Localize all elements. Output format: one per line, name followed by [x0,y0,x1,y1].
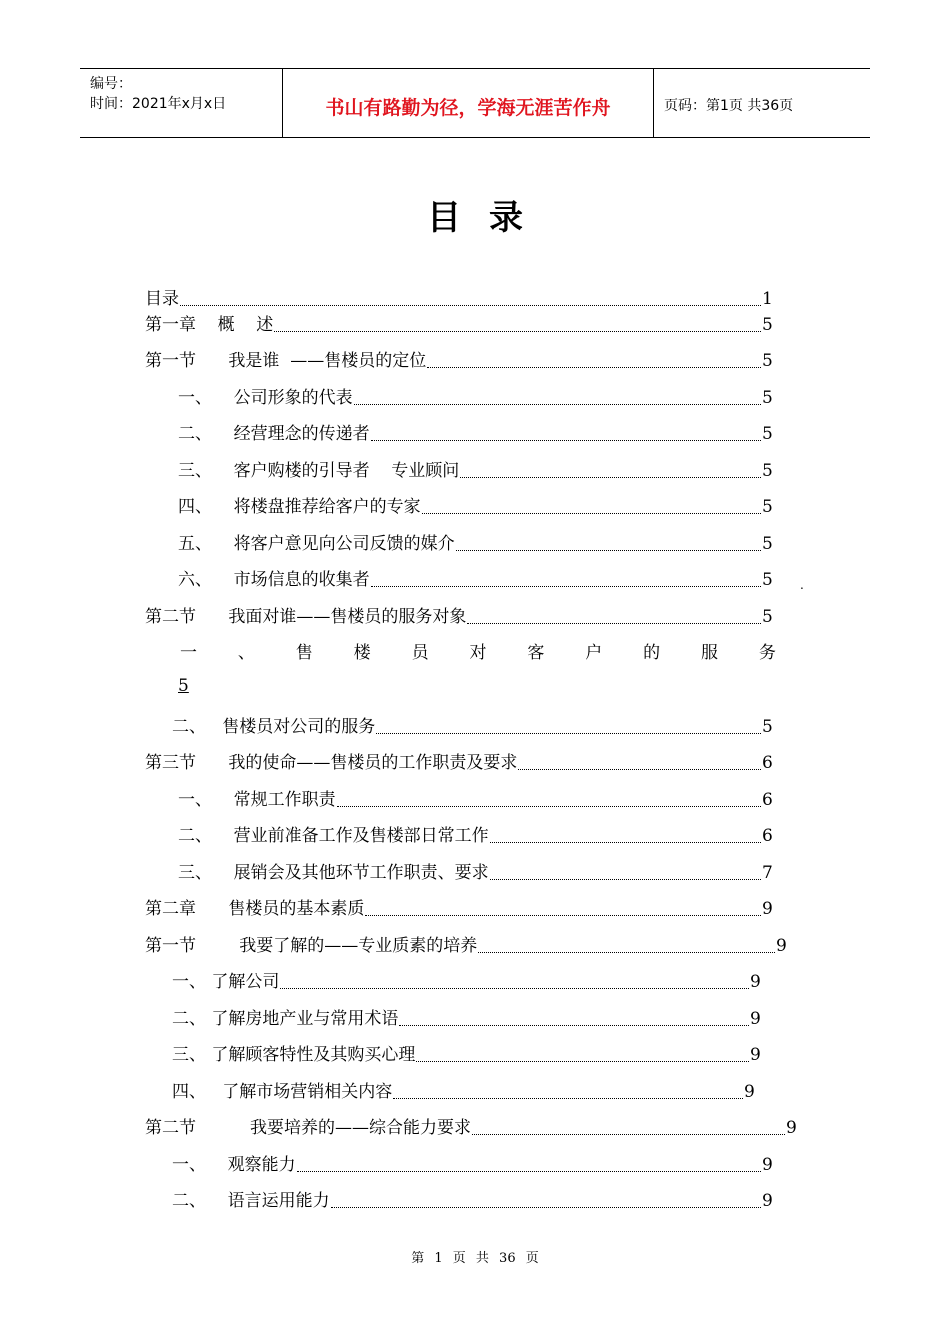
toc-entry-page: 9 [762,1155,773,1175]
toc-entry-page: 6 [762,753,773,773]
toc-spread-char: 服 [701,643,719,663]
toc-entry[interactable] [178,493,776,517]
toc-entry-label: 一、 常规工作职责 [178,790,336,810]
toc-leader-dots [467,623,761,624]
toc-leader-dots [274,331,761,332]
toc-entry-label: 第三节 我的使命——售楼员的工作职责及要求 [145,753,518,773]
toc-leader-dots [422,513,761,514]
toc-entry-page: 5 [762,424,773,444]
header-page-info: 页码：第1页 共36页 [664,98,794,114]
toc-leader-dots [399,1025,749,1026]
toc-entry-page: 9 [750,1009,761,1029]
toc-entry-label: 六、 市场信息的收集者 [178,570,370,590]
toc-entry-page: 5 [762,570,773,590]
toc-entry[interactable] [145,603,776,627]
toc-entry-page: 9 [750,972,761,992]
toc-entry-spread-page[interactable]: 5 [178,676,189,696]
toc-entry-page: 5 [762,717,773,737]
toc-leader-dots [460,477,761,478]
toc-leader-dots [416,1061,749,1062]
toc-leader-dots [393,1098,743,1099]
toc-entry[interactable] [172,713,776,737]
toc-leader-dots [490,842,761,843]
toc-entry[interactable] [145,749,776,773]
page-header [80,68,870,138]
toc-entry[interactable] [145,311,776,335]
toc-spread-char: 售 [295,643,313,663]
toc-entry-page: 5 [762,607,773,627]
toc-entry-spread[interactable] [180,638,776,663]
toc-entry[interactable] [145,285,776,309]
toc-entry-label: 四、 了解市场营销相关内容 [172,1082,393,1102]
toc-leader-dots [331,1207,761,1208]
toc-entry-page: 6 [762,826,773,846]
page-title: 目录 [427,198,551,238]
toc-entry-label: 第二节 我要培养的——综合能力要求 [145,1118,472,1138]
toc-entry[interactable] [178,822,776,846]
toc-entry[interactable] [145,895,776,919]
toc-leader-dots [490,879,761,880]
toc-leader-dots [478,952,775,953]
toc-leader-dots [518,769,761,770]
toc-entry-page: 9 [776,936,787,956]
toc-leader-dots [427,367,761,368]
toc-entry[interactable] [178,457,776,481]
header-time-label: 时间：2021年x月x日 [90,96,227,112]
toc-entry-page: 9 [750,1045,761,1065]
toc-entry-page: 5 [762,461,773,481]
toc-entry-page: 9 [762,1191,773,1211]
toc-spread-char: 对 [469,643,487,663]
toc-entry[interactable] [178,859,776,883]
toc-spread-char: 、 [237,643,255,663]
toc-leader-dots [280,988,749,989]
toc-leader-dots [180,305,761,306]
header-motto: 书山有路勤为径，学海无涯苦作舟 [325,97,611,119]
header-page-cell [654,69,870,137]
toc-entry-page: 9 [762,899,773,919]
header-left-cell [80,69,283,137]
toc-entry-label: 一、 公司形象的代表 [178,388,353,408]
toc-leader-dots [371,440,761,441]
toc-entry-label: 一、 观察能力 [172,1155,296,1175]
toc-entry-page: 6 [762,790,773,810]
toc-spread-char: 楼 [353,643,371,663]
toc-entry-label: 第二章 售楼员的基本素质 [145,899,365,919]
toc-spread-char: 客 [527,643,545,663]
toc-entry-label: 二、 经营理念的传递者 [178,424,370,444]
toc-entry-label: 二、 了解房地产业与常用术语 [172,1009,399,1029]
toc-entry-label: 第一章 概 述 [145,315,274,335]
toc-entry-label: 二、 售楼员对公司的服务 [172,717,376,737]
toc-entry[interactable] [172,1187,776,1211]
header-number-label: 编号： [90,76,132,92]
toc-leader-dots [456,550,761,551]
toc-entry-label: 目录 [145,289,179,309]
toc-entry[interactable] [172,1151,776,1175]
toc-entry-page: 5 [762,315,773,335]
toc-spread-char: 的 [643,643,661,663]
toc-entry[interactable] [172,1005,764,1029]
toc-leader-dots [472,1134,785,1135]
toc-entry-label: 三、 展销会及其他环节工作职责、要求 [178,863,489,883]
toc-spread-char: 一 [180,643,197,663]
toc-entry-page: 1 [762,289,773,309]
toc-entry[interactable] [172,1078,758,1102]
toc-entry-label: 三、 客户购楼的引导者 专业顾问 [178,461,460,481]
toc-leader-dots [365,915,761,916]
toc-entry-label: 四、 将楼盘推荐给客户的专家 [178,497,421,517]
toc-entry[interactable] [145,932,790,956]
toc-entry-page: 5 [762,351,773,371]
stray-mark: . [800,578,804,592]
toc-entry-page: 5 [762,388,773,408]
toc-leader-dots [376,733,761,734]
header-motto-cell [283,69,654,137]
toc-entry[interactable] [178,384,776,408]
toc-entry[interactable] [178,786,776,810]
toc-entry-page: 5 [762,534,773,554]
toc-entry-page: 9 [744,1082,755,1102]
toc-entry-label: 第一节 我是谁 ——售楼员的定位 [145,351,427,371]
toc-entry-page: 9 [786,1118,797,1138]
toc-entry[interactable] [172,968,764,992]
toc-entry-page: 7 [762,863,773,883]
toc-entry[interactable] [172,1041,764,1065]
toc-entry[interactable] [178,566,776,590]
toc-entry-label: 五、 将客户意见向公司反馈的媒介 [178,534,455,554]
toc-entry-page: 5 [762,497,773,517]
toc-entry-label: 一、 了解公司 [172,972,280,992]
toc-entry[interactable] [145,1114,800,1138]
toc-entry-label: 二、 营业前准备工作及售楼部日常工作 [178,826,489,846]
toc-leader-dots [297,1171,761,1172]
toc-entry-label: 二、 语言运用能力 [172,1191,330,1211]
toc-leader-dots [337,806,761,807]
page-footer: 第 1 页 共 36 页 [411,1251,539,1266]
toc-entry[interactable] [178,530,776,554]
toc-leader-dots [371,586,761,587]
toc-entry[interactable] [145,347,776,371]
toc-spread-char: 户 [585,643,603,663]
toc-entry-label: 第一节 我要了解的——专业质素的培养 [145,936,478,956]
toc-entry-label: 三、 了解顾客特性及其购买心理 [172,1045,416,1065]
toc-entry[interactable] [178,420,776,444]
toc-entry-label: 第二节 我面对谁——售楼员的服务对象 [145,607,467,627]
toc-leader-dots [354,404,761,405]
toc-spread-char: 务 [758,643,776,663]
toc-spread-char: 员 [411,643,429,663]
